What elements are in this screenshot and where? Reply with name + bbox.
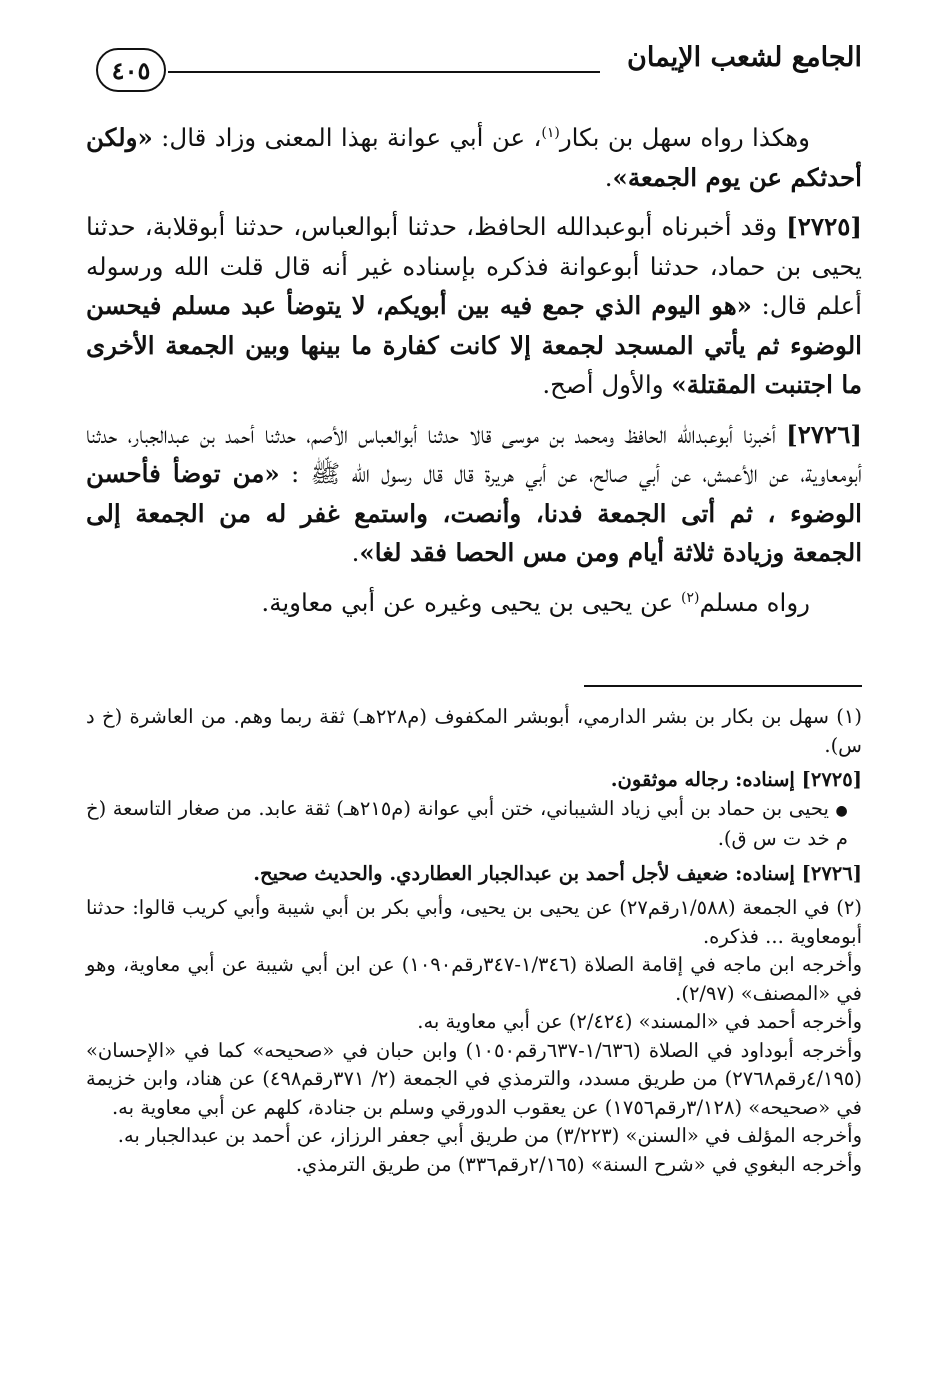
paragraph-narration: رواه مسلم$^{(٢)}$ عن يحيى بن يحيى وغيره عن أبي معاوية. <box>261 587 810 617</box>
footnote-2: (٢) في الجمعة (١/٥٨٨رقم٢٧) عن يحيى بن يحيى، وأبي بكر بن أبي شيبة وأبي كريب قالوا: حدثنا أبومعاوية ... فذكره. <box>86 896 862 948</box>
footnote-2-ahmad: وأخرجه أحمد في «المسند» (٢/٤٢٤) عن أبي معاوية به. <box>417 1010 862 1033</box>
paragraph-intro: وهكذا رواه سهل بن بكار$^{(١)}$، عن أبي عوانة بهذا المعنى وزاد قال: «ولكن أحدثكم عن يوم الجمعة». <box>86 123 862 192</box>
footnote-2-abu-dawud: وأخرجه أبوداود في الصلاة (١/٦٣٦-٦٣٧رقم١٠٥٠) وابن حبان في «صحيحه» كما في «الإحسان» (٤/١٩٥رقم٢٧٦٨) من طريق مسدد، والترمذي في الجمعة (٢/ ٣٧١رقم٤٩٨) عن هناد، وابن خزيمة في «صحيحه» (٣/١٢٨رقم١٧٥٦) عن يعقوب الدورقي وسلم بن جنادة، كلهم عن أبي معاوية به. <box>86 1038 863 1119</box>
footnote-2-author: وأخرجه المؤلف في «السنن» (٣/٢٢٣) من طريق أبي جعفر الرزاز، عن أحمد بن عبدالجبار به. <box>117 1124 862 1147</box>
running-header <box>96 40 862 100</box>
page-number: ٤٠٥ <box>96 48 166 92</box>
hadith-2725: [٢٧٢٥] وقد أخبرناه أبوعبدالله الحافظ، حدثنا أبوالعباس، حدثنا أبوقلابة، حدثنا يحيى بن حماد، حدثنا أبوعوانة فذكره بإسناده غير أنه قال قلت الله ورسوله أعلم قال: «هو اليوم الذي جمع فيه بين أبويكم، لا يتوضأ عبد مسلم فيحسن الوضوء ثم يأتي المسجد لجمعة إلا كانت كفارة ما بينها وبين الجمعة الأخرى ما اجتنبت المقتلة» والأول أصح. <box>86 212 862 399</box>
hadith-number: [٢٧٢٥] <box>786 212 862 241</box>
hadith-quote: «هو اليوم الذي جمع فيه بين أبويكم، لا يتوضأ عبد مسلم فيحسن الوضوء ثم يأتي المسجد لجمعة إلا كانت كفارة ما بينها وبين الجمعة الأخرى ما اجتنبت المقتلة» <box>86 291 862 399</box>
footnote-separator <box>584 685 862 687</box>
hadith-quote: «ولكن أحدثكم عن يوم الجمعة» <box>86 123 862 192</box>
hadith-2726: [٢٧٢٦] أخبرنا أبوعبدالله الحافظ ومحمد بن موسى قالا حدثنا أبوالعباس الأصم، حدثنا أحمد بن عبدالجبار، حدثنا أبومعاوية، عن الأعمش، عن أبي صالح، عن أبي هريرة قال قال رسول الله ﷺ : «من توضأ فأحسن الوضوء ، ثم أتى الجمعة فدنا، وأنصت، واستمع غفر له من الجمعة إلى الجمعة وزيادة ثلاثة أيام ومن مس الحصا فقد لغا». <box>86 419 863 567</box>
footnotes <box>86 703 862 1179</box>
hadith-number: [٢٧٢٦] <box>786 419 862 449</box>
footnote-ref-2: (٢) <box>681 589 700 606</box>
hadith-quote: «من توضأ فأحسن الوضوء ، ثم أتى الجمعة فدنا، وأنصت، واستمع غفر له من الجمعة إلى الجمعة وزيادة ثلاثة أيام ومن مس الحصا فقد لغا» <box>86 459 862 567</box>
footnote-2-ibn-majah: وأخرجه ابن ماجه في إقامة الصلاة (١/٣٤٦-٣٤٧رقم١٠٩٠) عن ابن أبي شيبة عن أبي معاوية، وهو في «المصنف» (٢/٩٧). <box>86 953 862 1005</box>
main-text <box>86 118 862 622</box>
footnote-2725-narrator: ● يحيى بن حماد بن أبي زياد الشيباني، ختن أبي عوانة (م٢١٥هـ) ثقة عابد. من صغار التاسعة (خ م خد ت س ق). <box>86 796 848 850</box>
footnote-2-baghawi: وأخرجه البغوي في «شرح السنة» (٢/١٦٥رقم٣٣٦) من طريق الترمذي. <box>295 1152 862 1176</box>
header-rule <box>168 71 600 73</box>
footnote-2726: [٢٧٢٦] إسناده: ضعيف لأجل أحمد بن عبدالجبار العطاردي. والحديث صحيح. <box>253 861 862 885</box>
footnote-1: (١) سهل بن بكار بن بشر الدارمي، أبوبشر المكفوف (م٢٢٨هـ) ثقة ربما وهم. من العاشرة (خ د س). <box>86 705 862 757</box>
footnote-ref-1: (١) <box>541 124 560 141</box>
book-title: الجامع لشعب الإيمان <box>627 42 862 73</box>
footnote-2725: [٢٧٢٥] إسناده: رجاله موثقون. <box>610 768 862 791</box>
bullet-icon: ● <box>835 802 848 819</box>
